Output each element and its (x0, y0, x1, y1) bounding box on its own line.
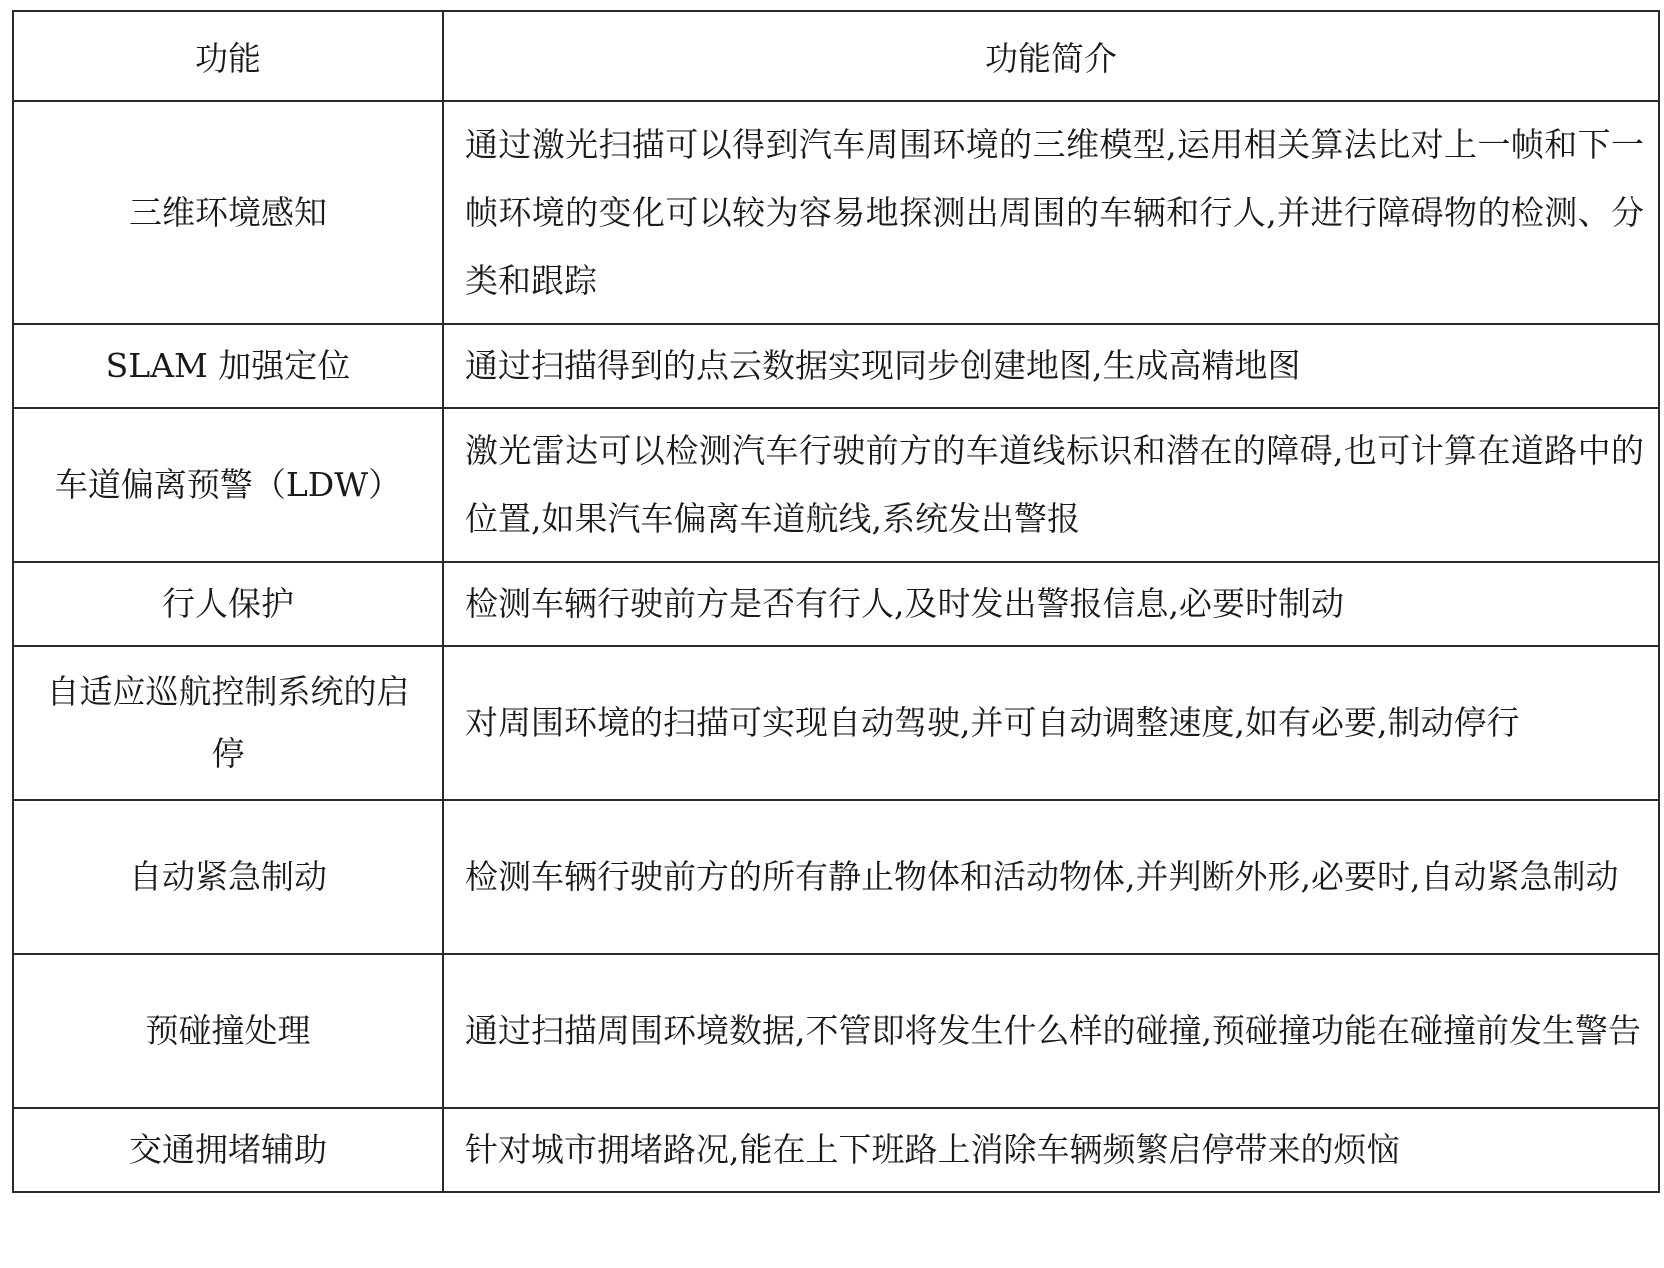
feature-table (12, 10, 1660, 1193)
feature-name: 交通拥堵辅助 (13, 1108, 443, 1192)
feature-description: 检测车辆行驶前方是否有行人,及时发出警报信息,必要时制动 (443, 562, 1659, 646)
feature-name: 车道偏离预警（LDW） (13, 408, 443, 562)
table-row (13, 408, 1659, 562)
table-row (13, 562, 1659, 646)
feature-description: 通过扫描得到的点云数据实现同步创建地图,生成高精地图 (443, 324, 1659, 408)
feature-name: 行人保护 (13, 562, 443, 646)
feature-name: 自适应巡航控制系统的启停 (13, 646, 443, 800)
feature-description: 激光雷达可以检测汽车行驶前方的车道线标识和潜在的障碍,也可计算在道路中的位置,如果汽车偏离车道航线,系统发出警报 (443, 408, 1659, 562)
feature-name: 预碰撞处理 (13, 954, 443, 1108)
table-row (13, 954, 1659, 1108)
feature-description: 检测车辆行驶前方的所有静止物体和活动物体,并判断外形,必要时,自动紧急制动 (443, 800, 1659, 954)
feature-name: 自动紧急制动 (13, 800, 443, 954)
header-row (13, 11, 1659, 101)
feature-description: 对周围环境的扫描可实现自动驾驶,并可自动调整速度,如有必要,制动停行 (443, 646, 1659, 800)
feature-name: SLAM 加强定位 (13, 324, 443, 408)
feature-name: 三维环境感知 (13, 101, 443, 324)
feature-description: 针对城市拥堵路况,能在上下班路上消除车辆频繁启停带来的烦恼 (443, 1108, 1659, 1192)
table-row (13, 1108, 1659, 1192)
table-row (13, 646, 1659, 800)
header-function: 功能 (13, 11, 443, 101)
feature-description: 通过扫描周围环境数据,不管即将发生什么样的碰撞,预碰撞功能在碰撞前发生警告 (443, 954, 1659, 1108)
table-row (13, 101, 1659, 324)
table-row (13, 324, 1659, 408)
feature-description: 通过激光扫描可以得到汽车周围环境的三维模型,运用相关算法比对上一帧和下一帧环境的变化可以较为容易地探测出周围的车辆和行人,并进行障碍物的检测、分类和跟踪 (443, 101, 1659, 324)
table-row (13, 800, 1659, 954)
header-description: 功能简介 (443, 11, 1659, 101)
